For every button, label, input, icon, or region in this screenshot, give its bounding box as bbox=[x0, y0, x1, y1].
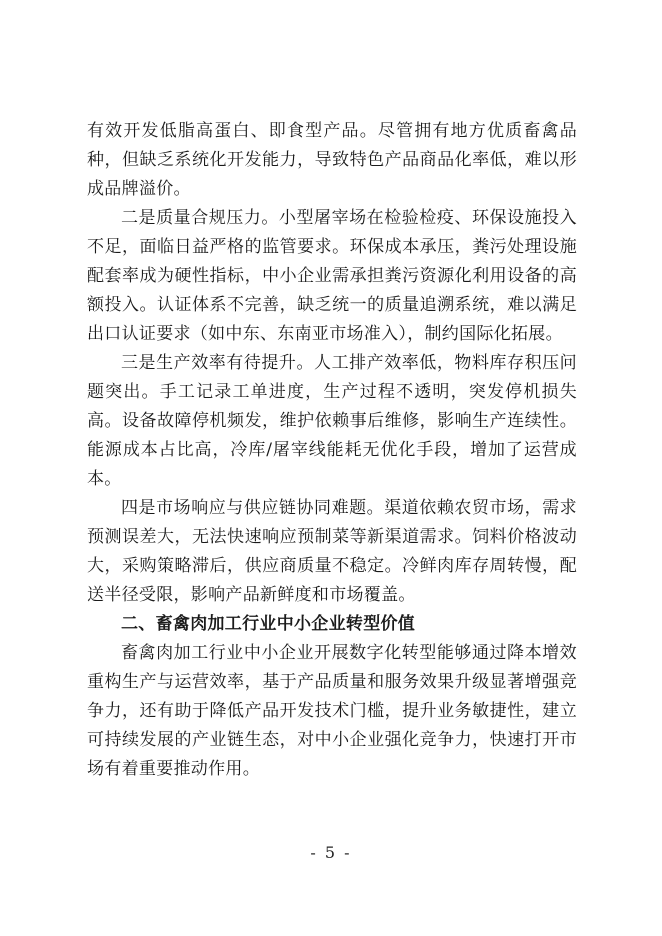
paragraph-transformation-value: 畜禽肉加工行业中小企业开展数字化转型能够通过降本增效重构生产与运营效率，基于产品质量和服务效果升级显著增强竞争力，还有助于降低产品开发技术门槛，提升业务敏捷性，建立可持续发展的产业链生态，对中小企业强化竞争力，快速打开市场有着重要推动作用。 bbox=[87, 643, 577, 779]
paragraph-quality-compliance: 二是质量合规压力。小型屠宰场在检验检疫、环保设施投入不足，面临日益严格的监管要求。环保成本承压，粪污处理设施配套率成为硬性指标，中小企业需承担粪污资源化利用设备的高额投入。认证体系不完善，缺乏统一的质量追溯系统，难以满足出口认证要求（如中东、东南亚市场准入），制约国际化拓展。 bbox=[87, 208, 577, 344]
section-heading: 二、畜禽肉加工行业中小企业转型价值 bbox=[121, 614, 416, 634]
paragraph-production-efficiency: 三是生产效率有待提升。人工排产效率低，物料库存积压问题突出。手工记录工单进度，生产过程不透明，突发停机损失高。设备故障停机频发，维护依赖事后维修，影响生产连续性。能源成本占比高，冷库/屠宰线能耗无优化手段，增加了运营成本。 bbox=[87, 353, 577, 489]
paragraph-market-supply-chain: 四是市场响应与供应链协同难题。渠道依赖农贸市场，需求预测误差大，无法快速响应预制菜等新渠道需求。饲料价格波动大，采购策略滞后，供应商质量不稳定。冷鲜肉库存周转慢，配送半径受限，影响产品新鲜度和市场覆盖。 bbox=[87, 498, 577, 605]
document-body bbox=[87, 117, 577, 784]
page-number: - 5 - bbox=[310, 843, 352, 862]
paragraph-continuation: 有效开发低脂高蛋白、即食型产品。尽管拥有地方优质畜禽品种，但缺乏系统化开发能力，导致特色产品商品化率低，难以形成品牌溢价。 bbox=[87, 121, 577, 199]
